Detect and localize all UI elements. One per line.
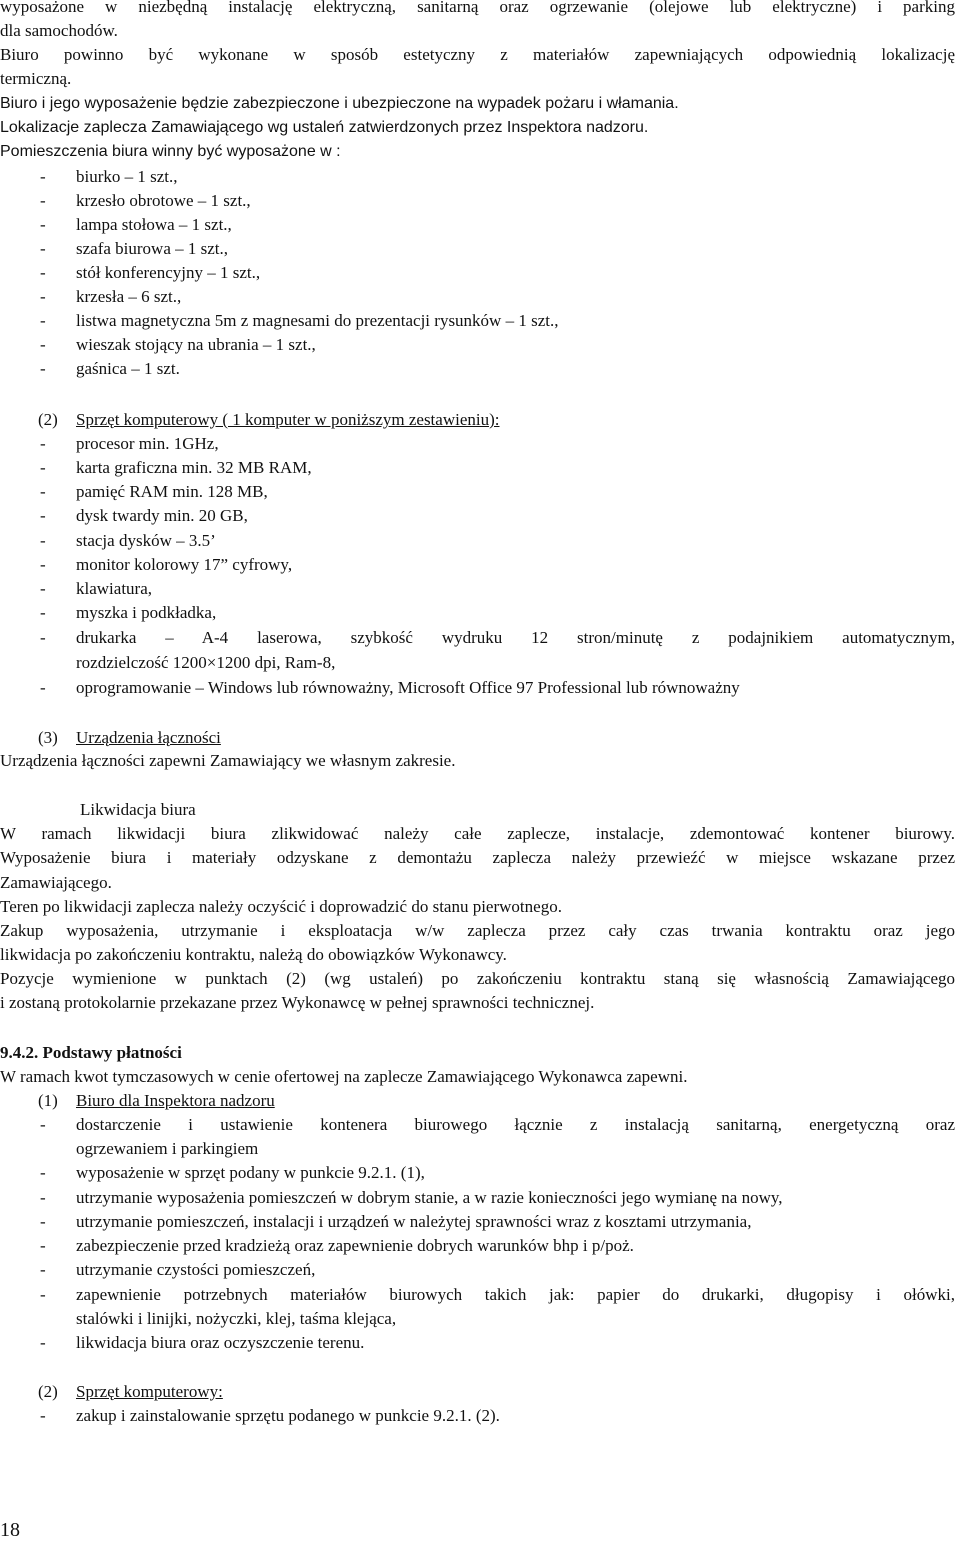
intro-line: Biuro powinno być wykonane w sposób estetyczny z materiałów zapewniających odpowiednią lokalizację [0, 45, 955, 64]
list-item-text: karta graficzna min. 32 MB RAM, [76, 458, 312, 477]
bullet-dash: - [40, 1236, 46, 1255]
bullet-dash: - [40, 287, 46, 306]
bullet-dash: - [40, 1212, 46, 1231]
section-number: (1) [38, 1091, 58, 1110]
intro-line: Biuro i jego wyposażenie będzie zabezpieczone i ubezpieczone na wypadek pożaru i włamania. [0, 95, 679, 112]
list-item-continuation: stalówki i linijki, nożyczki, klej, taśma klejąca, [76, 1309, 397, 1328]
bullet-dash: - [40, 531, 46, 550]
paragraph: Pozycje wymienione w punktach (2) (wg ustaleń) po zakończeniu kontraktu staną się własnością Zamawiającego [0, 969, 955, 988]
paragraph: Zakup wyposażenia, utrzymanie i eksploatacja w/w zaplecza przez cały czas trwania kontraktu oraz jego [0, 921, 955, 940]
bullet-dash: - [40, 458, 46, 477]
bullet-dash: - [40, 628, 46, 647]
list-item-text: krzesło obrotowe – 1 szt., [76, 191, 251, 210]
section-title: Urządzenia łączności [76, 728, 221, 747]
intro-line: wyposażone w niezbędną instalację elektryczną, sanitarną oraz ogrzewanie (olejowe lub elektryczne) i parking [0, 0, 955, 16]
list-item-text: lampa stołowa – 1 szt., [76, 215, 232, 234]
paragraph: Wyposażenie biura i materiały odzyskane z demontażu zaplecza należy przewieźć w miejsce wskazane przez [0, 848, 955, 867]
list-item-text: myszka i podkładka, [76, 603, 217, 622]
bullet-dash: - [40, 1406, 46, 1425]
bullet-dash: - [40, 434, 46, 453]
bullet-dash: - [40, 1333, 46, 1352]
list-item-text: biurko – 1 szt., [76, 167, 178, 186]
list-item-text: stół konferencyjny – 1 szt., [76, 263, 261, 282]
section-heading-942: 9.4.2. Podstawy płatności [0, 1043, 182, 1062]
bullet-dash: - [40, 1188, 46, 1207]
bullet-dash: - [40, 215, 46, 234]
paragraph: i zostaną protokolarnie przekazane przez Wykonawcę w pełnej sprawności technicznej. [0, 993, 595, 1012]
bullet-dash: - [40, 579, 46, 598]
section-number: (2) [38, 410, 58, 429]
bullet-dash: - [40, 311, 46, 330]
paragraph: W ramach kwot tymczasowych w cenie ofertowej na zaplecze Zamawiającego Wykonawca zapewni. [0, 1067, 688, 1086]
section-title: Sprzęt komputerowy ( 1 komputer w poniższym zestawieniu): [76, 410, 500, 429]
list-item-text: gaśnica – 1 szt. [76, 359, 180, 378]
intro-line: dla samochodów. [0, 21, 118, 40]
paragraph: Teren po likwidacji zaplecza należy oczyścić i doprowadzić do stanu pierwotnego. [0, 897, 562, 916]
section-title: Biuro dla Inspektora nadzoru [76, 1091, 275, 1110]
bullet-dash: - [40, 678, 46, 697]
bullet-dash: - [40, 1285, 46, 1304]
page-number: 18 [0, 1519, 20, 1541]
bullet-dash: - [40, 1260, 46, 1279]
list-item-text: wieszak stojący na ubrania – 1 szt., [76, 335, 316, 354]
bullet-dash: - [40, 1163, 46, 1182]
bullet-dash: - [40, 335, 46, 354]
intro-line: Pomieszczenia biura winny być wyposażone w : [0, 143, 341, 160]
list-item-text: zabezpieczenie przed kradzieżą oraz zapewnienie dobrych warunków bhp i p/poż. [76, 1236, 634, 1255]
list-item-continuation: rozdzielczość 1200×1200 dpi, Ram-8, [76, 653, 336, 672]
bullet-dash: - [40, 167, 46, 186]
list-item-text: likwidacja biura oraz oczyszczenie terenu. [76, 1333, 365, 1352]
paragraph: Urządzenia łączności zapewni Zamawiający we własnym zakresie. [0, 751, 456, 770]
bullet-dash: - [40, 506, 46, 525]
list-item-text: wyposażenie w sprzęt podany w punkcie 9.2.1. (1), [76, 1163, 425, 1182]
list-item-text: dysk twardy min. 20 GB, [76, 506, 248, 525]
list-item-text: utrzymanie wyposażenia pomieszczeń w dobrym stanie, a w razie konieczności jego wymianę na nowy, [76, 1188, 783, 1207]
list-item-text: zakup i zainstalowanie sprzętu podanego w punkcie 9.2.1. (2). [76, 1406, 500, 1425]
list-item-text: klawiatura, [76, 579, 152, 598]
intro-line: termiczną. [0, 69, 72, 88]
section-number: (2) [38, 1382, 58, 1401]
list-item-text: listwa magnetyczna 5m z magnesami do prezentacji rysunków – 1 szt., [76, 311, 559, 330]
subsection-title: Likwidacja biura [80, 800, 196, 819]
list-item-text: krzesła – 6 szt., [76, 287, 182, 306]
list-item-text: szafa biurowa – 1 szt., [76, 239, 229, 258]
paragraph: likwidacja po zakończeniu kontraktu, należą do obowiązków Wykonawcy. [0, 945, 507, 964]
bullet-dash: - [40, 1115, 46, 1134]
bullet-dash: - [40, 555, 46, 574]
bullet-dash: - [40, 359, 46, 378]
bullet-dash: - [40, 603, 46, 622]
list-item-text: drukarka – A-4 laserowa, szybkość wydruku 12 stron/minutę z podajnikiem automatycznym, [76, 628, 955, 647]
list-item-text: monitor kolorowy 17” cyfrowy, [76, 555, 293, 574]
paragraph: W ramach likwidacji biura zlikwidować należy całe zaplecze, instalacje, zdemontować kontener biurowy. [0, 824, 955, 843]
bullet-dash: - [40, 239, 46, 258]
paragraph: Zamawiającego. [0, 873, 112, 892]
list-item-text: procesor min. 1GHz, [76, 434, 219, 453]
section-number: (3) [38, 728, 58, 747]
list-item-text: pamięć RAM min. 128 MB, [76, 482, 268, 501]
list-item-text: oprogramowanie – Windows lub równoważny, Microsoft Office 97 Professional lub równoważny [76, 678, 740, 697]
list-item-text: stacja dysków – 3.5’ [76, 531, 216, 550]
list-item-text: utrzymanie pomieszczeń, instalacji i urządzeń w należytej sprawności wraz z kosztami utrzymania, [76, 1212, 752, 1231]
section-title: Sprzęt komputerowy: [76, 1382, 223, 1401]
list-item-text: utrzymanie czystości pomieszczeń, [76, 1260, 316, 1279]
intro-line: Lokalizacje zaplecza Zamawiającego wg ustaleń zatwierdzonych przez Inspektora nadzoru. [0, 119, 649, 136]
bullet-dash: - [40, 263, 46, 282]
list-item-text: dostarczenie i ustawienie kontenera biurowego łącznie z instalacją sanitarną, energetyczną oraz [76, 1115, 955, 1134]
bullet-dash: - [40, 482, 46, 501]
bullet-dash: - [40, 191, 46, 210]
list-item-text: zapewnienie potrzebnych materiałów biurowych takich jak: papier do drukarki, długopisy i ołówki, [76, 1285, 955, 1304]
list-item-continuation: ogrzewaniem i parkingiem [76, 1139, 259, 1158]
